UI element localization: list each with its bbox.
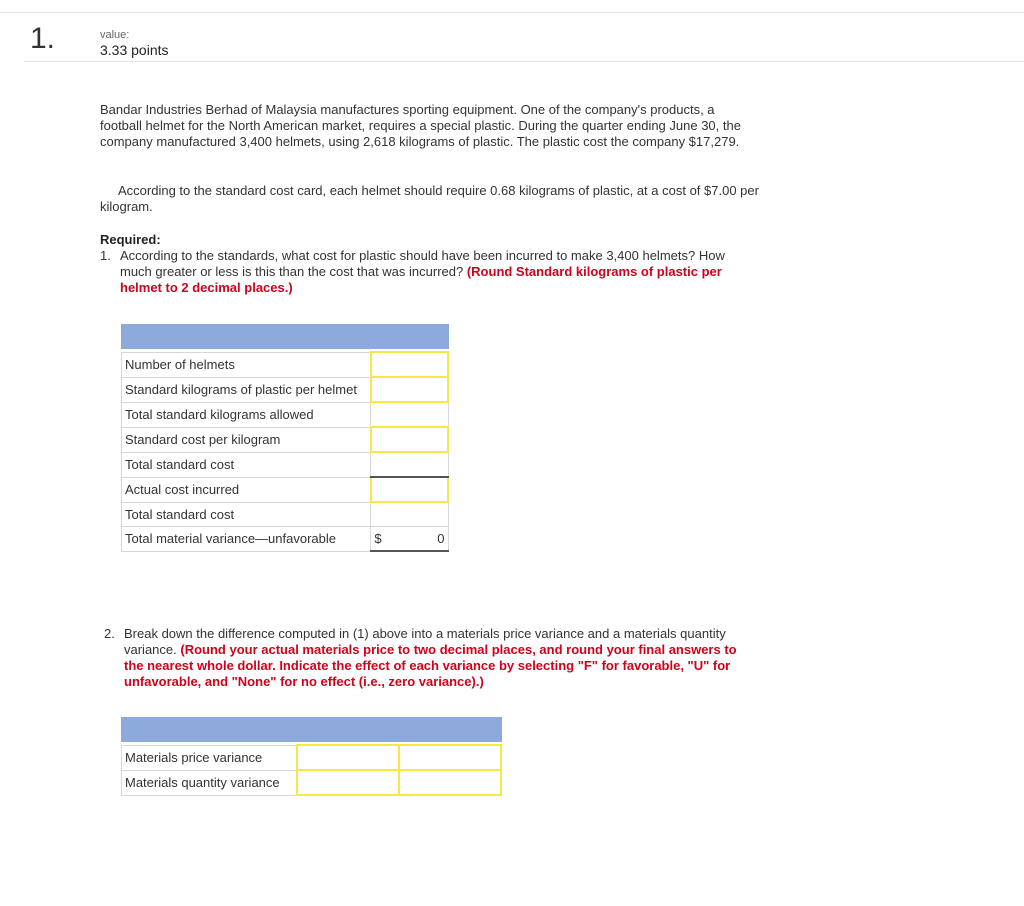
table-row xyxy=(122,377,449,402)
total-variance-cell xyxy=(371,527,448,552)
price-variance-effect-select[interactable] xyxy=(399,745,501,770)
header-divider xyxy=(24,61,1024,62)
quantity-variance-amount-input[interactable] xyxy=(297,770,399,795)
required-item-2 xyxy=(104,626,764,690)
required-item-2-note: (Round your actual materials price to two decimal places, and round your final answers to the nearest whole dollar. Indicate the effect of each variance by selecting "F" for favorable, "U" for unfavorable, and "None" for no effect (i.e., zero variance).) xyxy=(124,642,737,689)
question-points: 3.33 points xyxy=(100,42,169,58)
table-row xyxy=(122,352,449,377)
table-row xyxy=(122,427,449,452)
row-label: Materials price variance xyxy=(122,745,298,770)
row-label: Standard cost per kilogram xyxy=(122,427,371,452)
problem-paragraph-1: Bandar Industries Berhad of Malaysia manufactures sporting equipment. One of the company's products, a football helmet for the North American market, requires a special plastic. During the quarter ending June 30, the company manufactured 3,400 helmets, using 2,618 kilograms of plastic. The plastic cost the company $17,279. xyxy=(100,102,741,149)
cost-table xyxy=(121,324,449,552)
required-item-2-text: Break down the difference computed in (1) above into a materials price variance and a materials quantity variance. xyxy=(124,626,726,657)
std-cost-per-kg-input[interactable] xyxy=(371,427,448,452)
cost-table-header-cell xyxy=(122,325,449,349)
std-kg-per-helmet-input[interactable] xyxy=(371,377,448,402)
total-std-kg-value xyxy=(371,402,448,427)
problem-paragraph-2-text: According to the standard cost card, each helmet should require 0.68 kilograms of plastic, at a cost of $7.00 per kilogram. xyxy=(100,183,759,214)
required-item-1 xyxy=(100,248,760,296)
row-label: Materials quantity variance xyxy=(122,770,298,795)
total-variance-value: 0 xyxy=(437,531,445,546)
question-number: 1. xyxy=(30,22,56,55)
required-item-2-body xyxy=(124,626,744,690)
row-label: Total standard cost xyxy=(122,502,371,527)
required-item-1-text: According to the standards, what cost for plastic should have been incurred to make 3,400 helmets? How much greater or less is this than the cost that was incurred? xyxy=(120,248,725,279)
price-variance-amount-input[interactable] xyxy=(297,745,399,770)
row-label: Number of helmets xyxy=(122,352,371,377)
cost-table-header xyxy=(122,325,449,349)
required-item-2-number: 2. xyxy=(104,626,115,641)
table-row xyxy=(122,502,449,527)
row-label: Total standard cost xyxy=(122,452,371,477)
variance-table-header-cell xyxy=(122,718,502,742)
number-of-helmets-input[interactable] xyxy=(371,352,448,377)
row-label: Standard kilograms of plastic per helmet xyxy=(122,377,371,402)
quantity-variance-effect-select[interactable] xyxy=(399,770,501,795)
required-item-1-number: 1. xyxy=(100,248,111,263)
table-row xyxy=(122,527,449,552)
required-item-1-note: (Round Standard kilograms of plastic per helmet to 2 decimal places.) xyxy=(120,264,722,295)
total-std-cost-value xyxy=(371,452,448,477)
table-row xyxy=(122,770,502,795)
table-row xyxy=(122,477,449,502)
table-row xyxy=(122,745,502,770)
top-divider xyxy=(0,12,1024,13)
value-label: value: xyxy=(100,29,130,41)
table-row xyxy=(122,402,449,427)
required-item-2-row xyxy=(104,626,764,690)
required-item-1-body xyxy=(120,248,740,296)
variance-table xyxy=(121,717,502,796)
row-label: Total material variance—unfavorable xyxy=(122,527,371,552)
currency-symbol: $ xyxy=(374,531,382,546)
required-title: Required: xyxy=(100,232,161,247)
required-section xyxy=(100,232,760,296)
actual-cost-input[interactable] xyxy=(371,477,448,502)
table-row xyxy=(122,452,449,477)
total-std-cost-2-value xyxy=(371,502,448,527)
variance-table-header xyxy=(122,718,502,742)
row-label: Total standard kilograms allowed xyxy=(122,402,371,427)
problem-paragraph-2 xyxy=(100,183,760,215)
row-label: Actual cost incurred xyxy=(122,477,371,502)
